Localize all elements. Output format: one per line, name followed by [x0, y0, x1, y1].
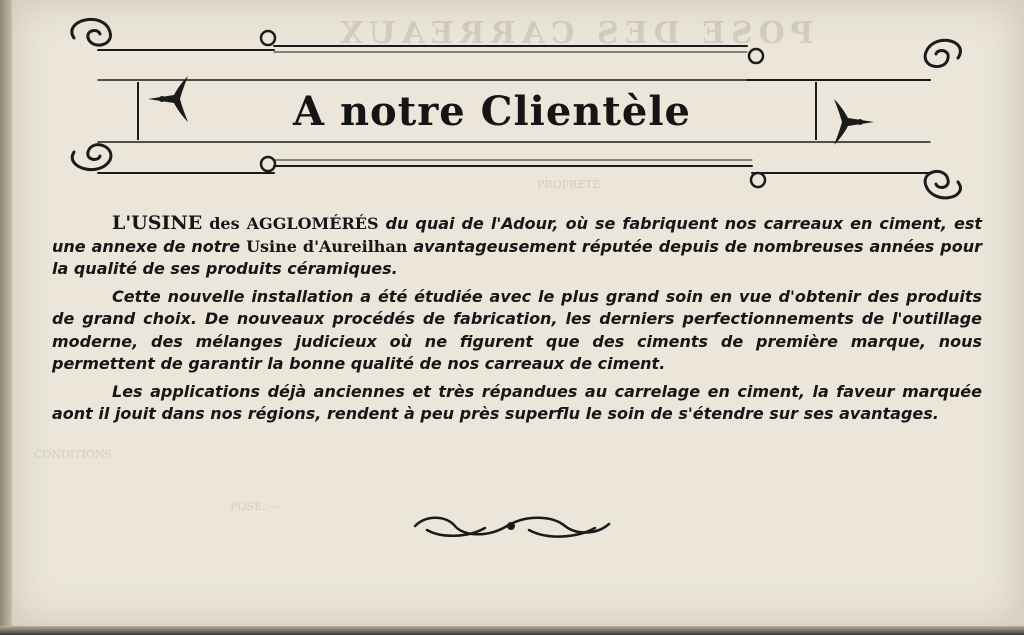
- paragraph: Cette nouvelle installation a été étudiée avec le plus grand soin en vue d'obtenir des produits de grand choix. De nouveaux procédés de fabrication, les derniers perfectionnements de l'outillage moderne, des mélanges judicieux où ne figurent que des ciments de première marque, nous permettent de garantir la bonne qualité de nos carreaux de ciment.: [52, 286, 982, 373]
- body-text: [52, 212, 982, 431]
- lead-word: L'USINE: [112, 212, 203, 234]
- bottom-flourish-icon: [407, 512, 617, 542]
- bleed-through-heading: POSE. —: [230, 500, 280, 513]
- page: [12, 0, 1020, 626]
- emphasis-text: Usine d'Aureilhan: [246, 236, 408, 256]
- paragraph-text: avantageusement réputée depuis de nombreuses années pour la qualité de ses produits céramiques.: [52, 236, 982, 278]
- page-bottom-edge: [0, 626, 1024, 635]
- title-frame: [137, 82, 817, 140]
- paragraph: Les applications déjà anciennes et très répandues au carrelage en ciment, la faveur marquée aont il jouit dans nos régions, rendent à peu près superflu le soin de s'étendre sur ses avantages.: [52, 381, 982, 423]
- lead-suffix: des AGGLOMÉRÉS: [202, 214, 379, 233]
- bleed-through-title: POSE DES CARREAUX: [334, 16, 814, 51]
- paragraph-text: du quai de l'Adour, où se fabriquent nos carreaux en ciment, est une annexe de notre: [52, 214, 982, 256]
- bleed-through-heading: PROPRETÉ: [537, 178, 601, 191]
- page-title: A notre Clientèle: [293, 87, 691, 135]
- bleed-through-heading: CONDITIONS: [34, 448, 113, 461]
- fleuron-right-icon: [834, 99, 874, 145]
- paragraph: [52, 212, 982, 281]
